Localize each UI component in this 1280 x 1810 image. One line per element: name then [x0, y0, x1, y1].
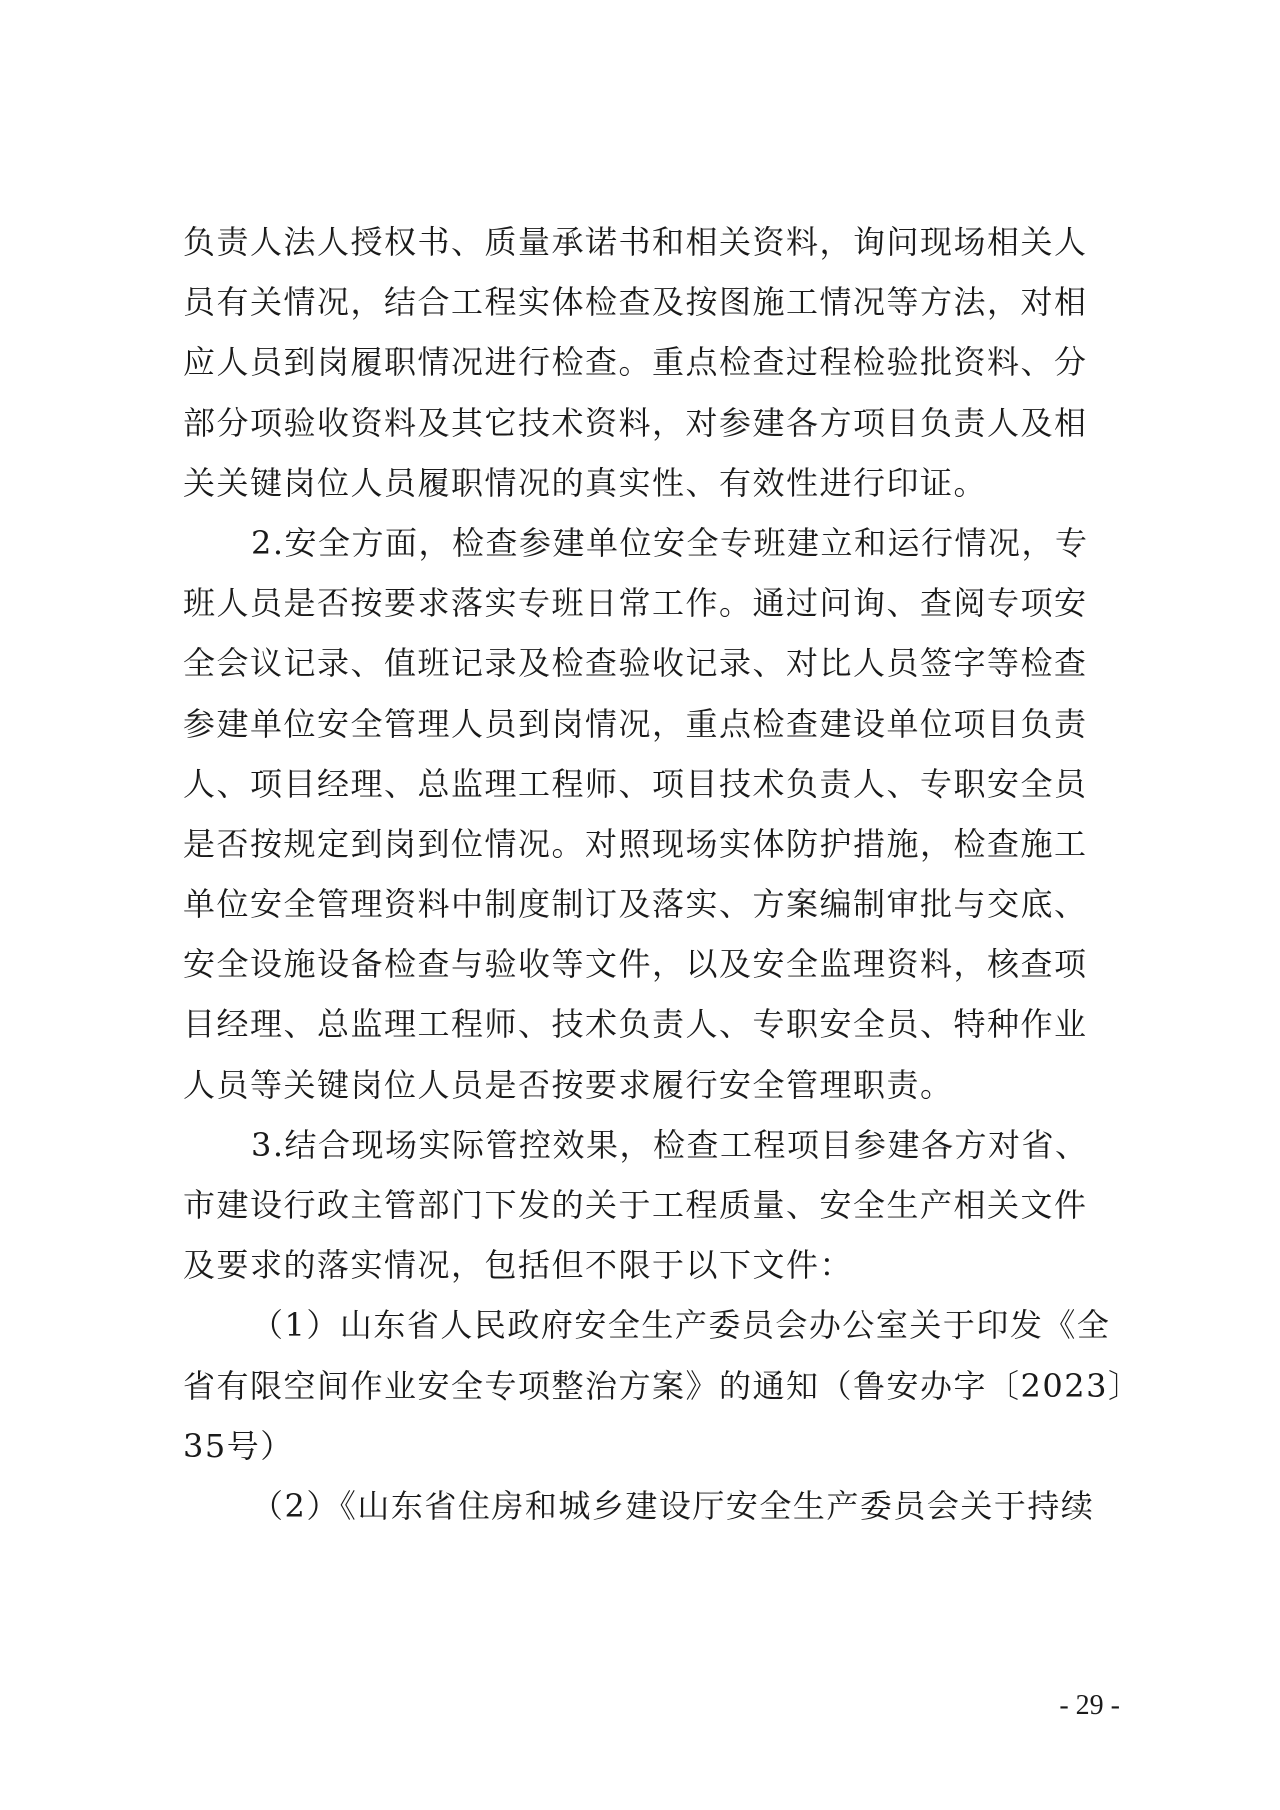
text-line: 员有关情况，结合工程实体检查及按图施工情况等方法，对相 — [183, 283, 1088, 322]
text-line: 人员等关键岗位人员是否按要求履行安全管理职责。 — [183, 1065, 954, 1104]
body-text — [183, 212, 1142, 1536]
page-number: - 29 - — [1059, 1690, 1120, 1721]
text-line: 应人员到岗履职情况进行检查。重点检查过程检验批资料、分 — [183, 343, 1088, 382]
text-line: 全会议记录、值班记录及检查验收记录、对比人员签字等检查 — [183, 644, 1088, 683]
text-line: 关关键岗位人员履职情况的真实性、有效性进行印证。 — [183, 463, 988, 502]
text-line: 部分项验收资料及其它技术资料，对参建各方项目负责人及相 — [183, 403, 1088, 442]
text-line: 参建单位安全管理人员到岗情况，重点检查建设单位项目负责 — [183, 704, 1088, 743]
text-line: 负责人法人授权书、质量承诺书和相关资料，询问现场相关人 — [183, 223, 1088, 261]
text-line: 市建设行政主管部门下发的关于工程质量、安全生产相关文件 — [183, 1186, 1088, 1224]
text-line: 省有限空间作业安全专项整治方案》的通知（鲁安办字〔2023〕 — [183, 1366, 1142, 1405]
paragraph-start-line: 2.安全方面，检查参建单位安全专班建立和运行情况，专 — [251, 523, 1089, 562]
list-item-start-line: （1）山东省人民政府安全生产委员会办公室关于印发《全 — [251, 1306, 1111, 1345]
text-line: 班人员是否按要求落实专班日常工作。通过问询、查阅专项安 — [183, 584, 1088, 623]
paragraph-start-line: 3.结合现场实际管控效果，检查工程项目参建各方对省、 — [251, 1125, 1089, 1164]
text-line: 及要求的落实情况，包括但不限于以下文件： — [183, 1246, 854, 1285]
list-item-start-line: （2）《山东省住房和城乡建设厅安全生产委员会关于持续 — [251, 1486, 1095, 1525]
text-line: 35号） — [183, 1426, 294, 1465]
text-line: 人、项目经理、总监理工程师、项目技术负责人、专职安全员 — [183, 764, 1088, 803]
text-line: 目经理、总监理工程师、技术负责人、专职安全员、特种作业 — [183, 1005, 1088, 1044]
text-line: 单位安全管理资料中制度制订及落实、方案编制审批与交底、 — [183, 885, 1088, 924]
text-line: 安全设施设备检查与验收等文件，以及安全监理资料，核查项 — [183, 945, 1088, 984]
text-line: 是否按规定到岗到位情况。对照现场实体防护措施，检查施工 — [183, 824, 1088, 863]
